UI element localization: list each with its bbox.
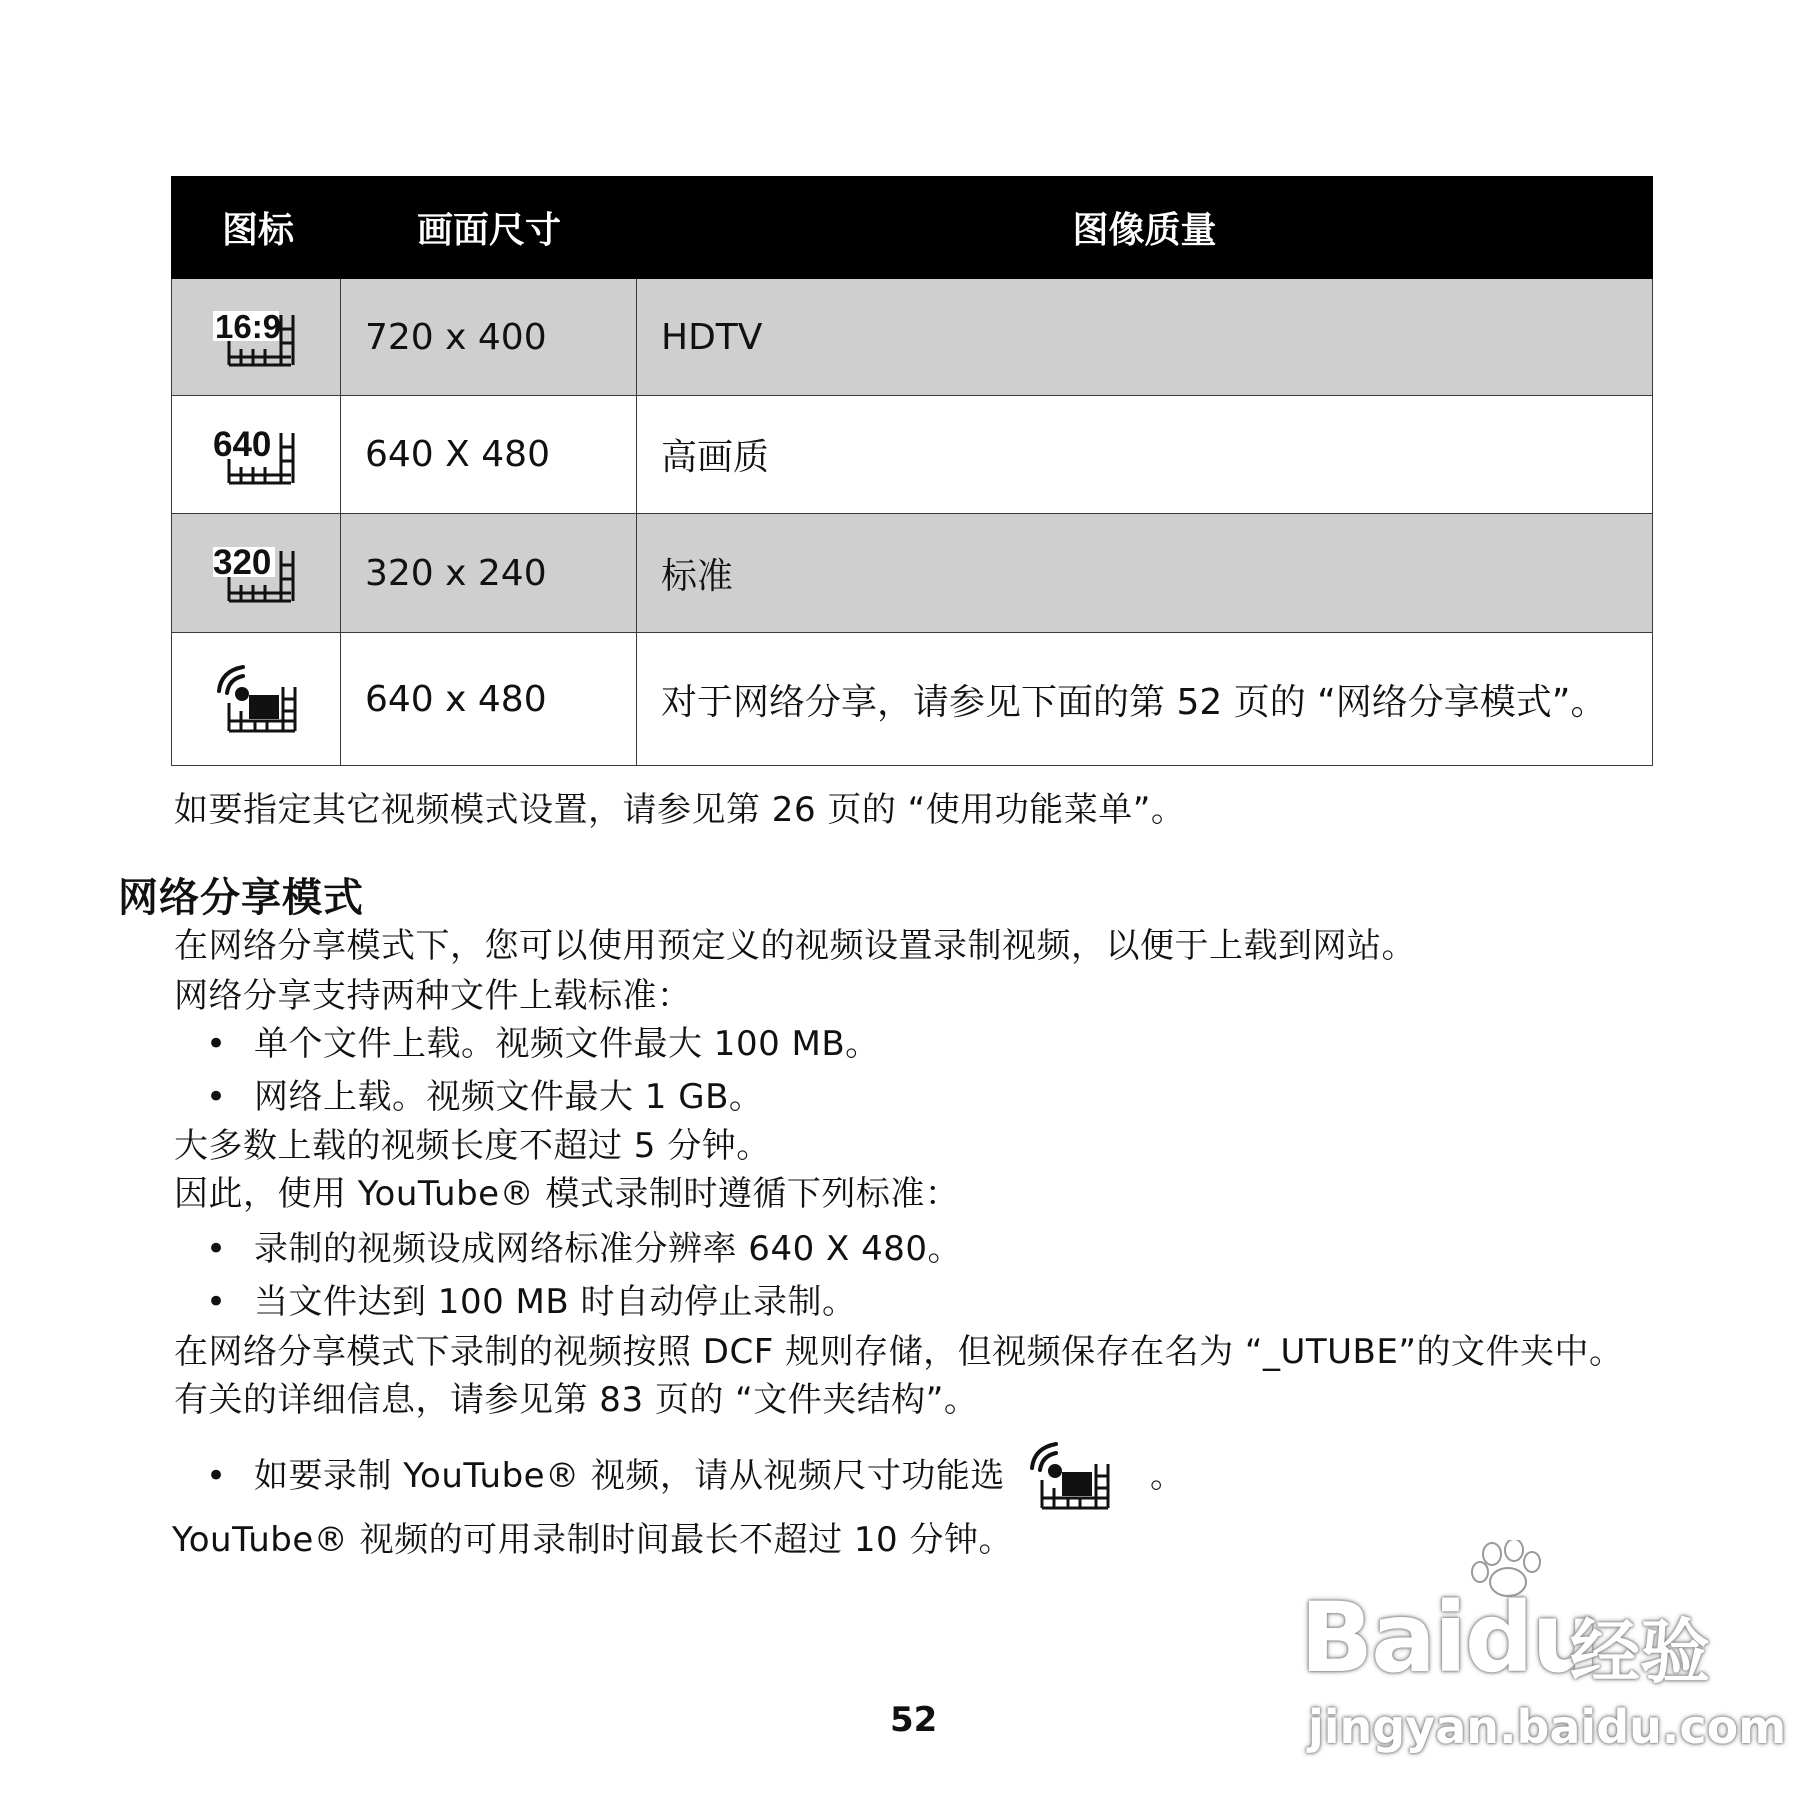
quality-cell: 标准 xyxy=(637,514,1653,633)
video-16-9-icon xyxy=(211,305,301,369)
storage-line: 有关的详细信息，请参见第 83 页的 “文件夹结构”。 xyxy=(174,1380,979,1420)
intro-line: 网络分享支持两种文件上载标准： xyxy=(174,976,692,1016)
icon-cell xyxy=(172,396,341,514)
icon-cell xyxy=(172,279,341,396)
intro-line: 在网络分享模式下，您可以使用预定义的视频设置录制视频，以便于上载到网站。 xyxy=(174,926,1416,966)
baidu-watermark xyxy=(1300,1540,1787,1760)
page-number: 52 xyxy=(890,1700,938,1740)
icon-cell xyxy=(172,514,341,633)
size-cell: 320 x 240 xyxy=(341,514,637,633)
table-row xyxy=(172,633,1653,766)
bullet-record-stop: 当文件达到 100 MB 时自动停止录制。 xyxy=(254,1282,857,1322)
watermark-logo-paw-text: du xyxy=(1464,1582,1598,1694)
watermark-logo-text: Bai xyxy=(1300,1582,1465,1694)
bullet-record-resolution: 录制的视频设成网络标准分辨率 640 X 480。 xyxy=(254,1229,963,1269)
header-image-quality: 图像质量 xyxy=(637,177,1653,279)
table-row xyxy=(172,396,1653,514)
size-cell: 720 x 400 xyxy=(341,279,637,396)
resolution-table xyxy=(171,176,1653,766)
bullet-symbol: • xyxy=(206,1077,227,1117)
size-cell: 640 X 480 xyxy=(341,396,637,514)
table-row xyxy=(172,514,1653,633)
svg-text:640: 640 xyxy=(213,424,272,464)
table-header-row xyxy=(172,177,1653,279)
svg-text:320: 320 xyxy=(213,543,272,582)
bullet-youtube-end: 。 xyxy=(1150,1456,1185,1496)
watermark-logo-cn: 经验 xyxy=(1570,1611,1710,1693)
icon-cell xyxy=(172,633,341,766)
bullet-symbol: • xyxy=(206,1456,227,1496)
mid-line: 因此，使用 YouTube® 模式录制时遵循下列标准： xyxy=(174,1174,960,1214)
section-title: 网络分享模式 xyxy=(118,875,364,921)
size-cell: 640 x 480 xyxy=(341,633,637,766)
quality-cell: 高画质 xyxy=(637,396,1653,514)
table-row xyxy=(172,279,1653,396)
mid-line: 大多数上载的视频长度不超过 5 分钟。 xyxy=(174,1126,771,1166)
bullet-upload-web: 网络上载。视频文件最大 1 GB。 xyxy=(254,1077,764,1117)
bullet-upload-single: 单个文件上载。视频文件最大 100 MB。 xyxy=(254,1024,880,1064)
web-share-icon xyxy=(1024,1438,1114,1514)
bullet-symbol: • xyxy=(206,1024,227,1064)
bullet-symbol: • xyxy=(206,1229,227,1269)
final-line: YouTube® 视频的可用录制时间最长不超过 10 分钟。 xyxy=(172,1520,1013,1560)
video-640-icon xyxy=(211,423,301,487)
bullet-youtube: 如要录制 YouTube® 视频，请从视频尺寸功能选 xyxy=(254,1456,1005,1496)
header-frame-size: 画面尺寸 xyxy=(341,177,637,279)
watermark-url: jingyan.baidu.com xyxy=(1308,1700,1787,1754)
note-after-table: 如要指定其它视频模式设置，请参见第 26 页的 “使用功能菜单”。 xyxy=(174,790,1186,830)
quality-cell: HDTV xyxy=(637,279,1653,396)
quality-cell: 对于网络分享，请参见下面的第 52 页的 “网络分享模式”。 xyxy=(637,633,1653,766)
video-320-icon xyxy=(211,541,301,605)
web-share-icon xyxy=(211,661,301,737)
header-icon: 图标 xyxy=(172,177,341,279)
svg-text:16:9: 16:9 xyxy=(215,308,282,345)
storage-line: 在网络分享模式下录制的视频按照 DCF 规则存储，但视频保存在名为 “_UTUBE”的文件夹中。 xyxy=(174,1332,1624,1372)
bullet-symbol: • xyxy=(206,1282,227,1322)
